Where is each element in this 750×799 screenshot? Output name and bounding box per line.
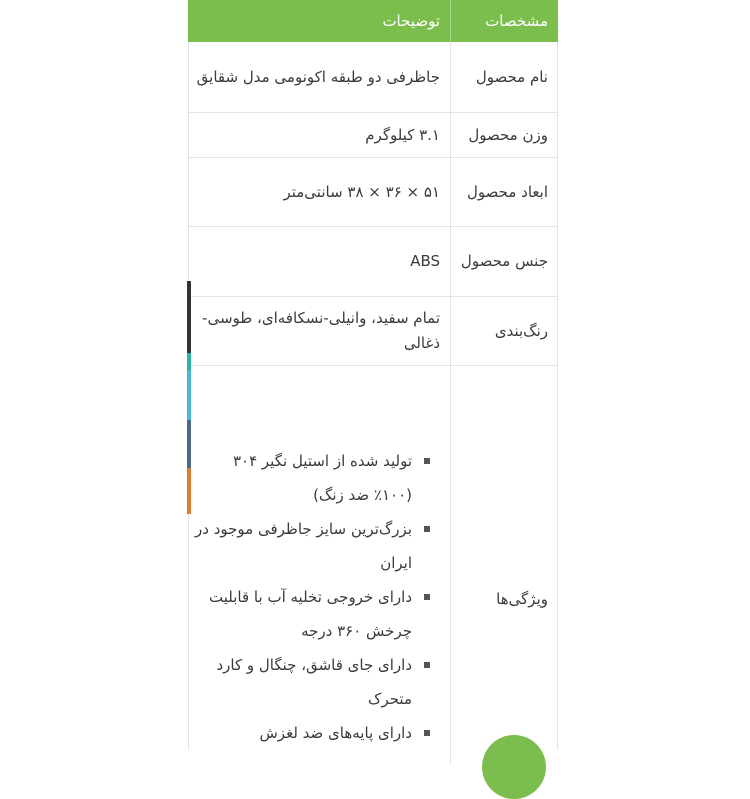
bullet-icon	[424, 730, 430, 736]
bullet-icon	[424, 526, 430, 532]
features-cell	[188, 434, 450, 764]
feature-text: دارای پایه‌های ضد لغزش	[259, 724, 412, 742]
color-strip-3	[187, 370, 191, 420]
features-label: ویژگی‌ها	[450, 434, 558, 764]
row-label: رنگ‌بندی	[450, 297, 558, 365]
color-strip-4	[187, 420, 191, 468]
feature-text: بزرگ‌ترین سایز جاظرفی موجود در ایران	[195, 520, 412, 572]
bullet-icon	[424, 458, 430, 464]
row-label: جنس محصول	[450, 227, 558, 296]
row-value: ۳.۱ کیلوگرم	[365, 125, 440, 144]
color-strip-5	[187, 468, 191, 514]
row-label: نام محصول	[450, 42, 558, 112]
floating-action-button[interactable]	[482, 735, 546, 799]
row-value: جاظرفی دو طبقه اکونومی مدل شقایق	[196, 67, 440, 86]
feature-text: دارای جای قاشق، چنگال و کارد متحرک	[216, 656, 412, 708]
table-border-right	[557, 42, 558, 750]
bullet-icon	[424, 594, 430, 600]
header-specs: مشخصات	[450, 0, 558, 42]
features-list	[194, 444, 440, 750]
color-strip-2	[187, 353, 191, 370]
table-row	[188, 227, 558, 297]
feature-text: تولید شده از استیل نگیر ۳۰۴ (۱۰۰٪ ضد زنگ)	[232, 452, 412, 504]
bullet-icon	[424, 662, 430, 668]
table-row	[188, 113, 558, 158]
row-value: تمام سفید، وانیلی-نسکافه‌ای، طوسی-ذغالی	[202, 309, 440, 352]
header-description: توضیحات	[382, 11, 440, 30]
blank-row	[188, 366, 558, 434]
color-strip-1	[187, 281, 191, 353]
blank-cell	[188, 366, 450, 434]
list-item	[194, 716, 434, 750]
blank-cell	[450, 366, 558, 434]
list-item	[194, 512, 434, 580]
list-item	[194, 580, 434, 648]
row-label: وزن محصول	[450, 113, 558, 157]
table-row	[188, 158, 558, 227]
table-row	[188, 42, 558, 113]
list-item	[194, 648, 434, 716]
row-value: ABS	[410, 252, 440, 270]
table-row	[188, 297, 558, 366]
list-item	[194, 444, 434, 512]
table-header	[188, 0, 558, 42]
row-label: ابعاد محصول	[450, 158, 558, 226]
row-value: ۵۱ × ۳۶ × ۳۸ سانتی‌متر	[283, 182, 440, 201]
features-row	[188, 434, 558, 764]
product-specs-table	[188, 0, 558, 764]
feature-text: دارای خروجی تخلیه آب با قابلیت چرخش ۳۶۰ درجه	[209, 588, 412, 640]
